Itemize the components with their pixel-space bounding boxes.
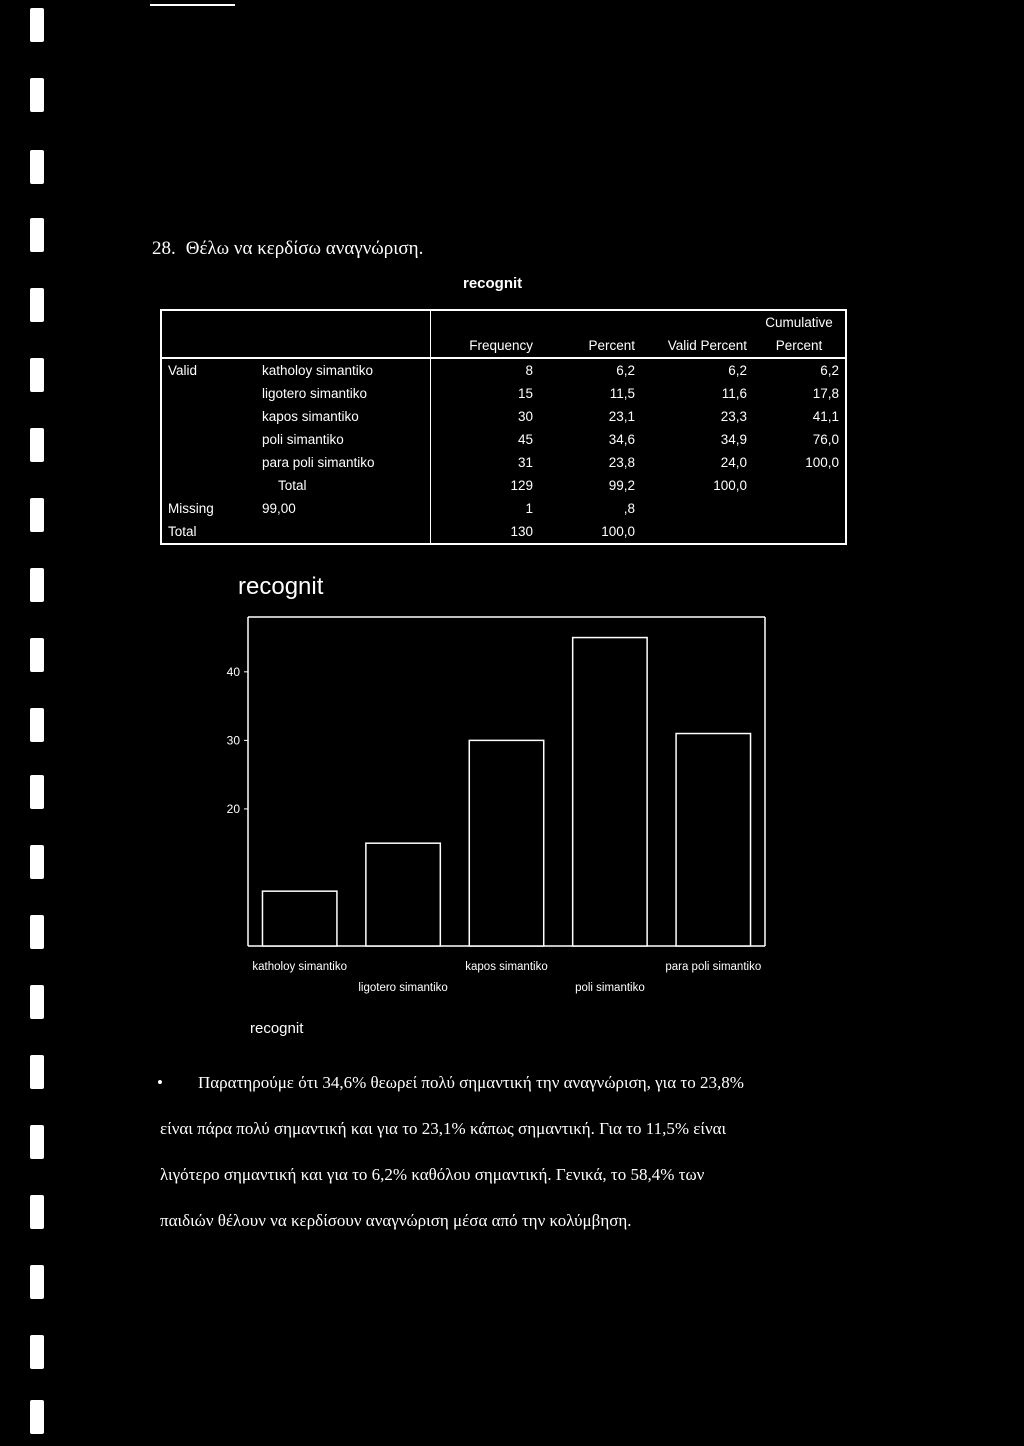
row-cumulative: 41,1 [812, 409, 839, 424]
bar [676, 734, 750, 946]
row-group: Total [168, 524, 197, 539]
row-percent: 34,6 [608, 432, 635, 447]
row-label: 99,00 [262, 501, 296, 516]
row-frequency: 8 [431, 358, 540, 382]
y-tick-label: 30 [226, 733, 240, 748]
row-group: Valid [168, 363, 198, 378]
row-cumulative: 6,2 [820, 363, 839, 378]
paragraph-line: Παρατηρούμε ότι 34,6% θεωρεί πολύ σημαντική την αναγνώριση, για το 23,8% [198, 1073, 744, 1092]
chart-x-axis-title: recognit [250, 1020, 304, 1037]
x-category-label: katholoy simantiko [252, 961, 348, 973]
row-percent: 23,8 [608, 455, 635, 470]
row-frequency: 15 [431, 382, 540, 405]
bar [262, 891, 336, 946]
question-text: Θέλω να κερδίσω αναγνώριση. [185, 238, 424, 259]
bar [366, 843, 440, 946]
row-frequency: 129 [431, 474, 540, 497]
header-cumulative-line1: Cumulative [765, 315, 833, 330]
header-valid-percent: Valid Percent [667, 338, 747, 353]
x-category-label: para poli simantiko [665, 961, 762, 973]
bar [469, 740, 543, 946]
row-frequency: 31 [431, 451, 540, 474]
row-label: para poli simantiko [262, 455, 375, 470]
chart-title: recognit [238, 573, 324, 600]
question-number: 28. [152, 238, 176, 259]
row-cumulative: 76,0 [812, 432, 839, 447]
row-label: katholoy simantiko [262, 363, 374, 378]
row-valid-percent: 6,2 [728, 363, 747, 378]
row-label: kapos simantiko [262, 409, 359, 424]
paragraph-line: είναι πάρα πολύ σημαντική και για το 23,1% κάπως σημαντική. Για το 11,5% είναι [160, 1119, 727, 1138]
row-valid-percent: 24,0 [720, 455, 747, 470]
table-title: recognit [463, 275, 523, 292]
row-valid-percent: 34,9 [720, 432, 747, 447]
row-label: poli simantiko [262, 432, 344, 447]
header-frequency: Frequency [431, 310, 540, 358]
bar [573, 638, 647, 946]
row-label: ligotero simantiko [262, 386, 368, 401]
header-percent: Percent [588, 338, 635, 353]
row-percent: 6,2 [616, 363, 635, 378]
bullet-icon: • [157, 1073, 163, 1092]
row-group: Missing [168, 501, 214, 516]
y-tick-label: 40 [226, 664, 240, 679]
x-category-label: poli simantiko [575, 982, 645, 994]
row-percent: 11,5 [609, 386, 635, 401]
paragraph-line: παιδιών θέλουν να κερδίσουν αναγνώριση μέσα από την κολύμβηση. [160, 1211, 632, 1230]
paragraph-line: λιγότερο σημαντική και για το 6,2% καθόλου σημαντική. Γενικά, το 58,4% των [160, 1165, 705, 1184]
row-frequency: 1 [431, 497, 540, 520]
y-tick-label: 20 [226, 801, 240, 816]
row-percent: 100,0 [601, 524, 635, 539]
row-cumulative: 100,0 [805, 455, 839, 470]
row-frequency: 130 [431, 520, 540, 544]
row-frequency: 45 [431, 428, 540, 451]
row-frequency: 30 [431, 405, 540, 428]
header-cumulative-line2: Percent [775, 338, 823, 353]
row-cumulative: 17,8 [812, 386, 839, 401]
commentary-paragraph [157, 1060, 880, 1244]
row-valid-percent: 100,0 [713, 478, 747, 493]
row-label: Total [278, 478, 307, 493]
x-category-label: ligotero simantiko [358, 982, 448, 994]
row-percent: ,8 [623, 501, 635, 516]
row-valid-percent: 23,3 [720, 409, 747, 424]
row-valid-percent: 11,6 [721, 386, 747, 401]
x-category-label: kapos simantiko [465, 961, 548, 973]
row-percent: 99,2 [608, 478, 635, 493]
row-percent: 23,1 [608, 409, 635, 424]
